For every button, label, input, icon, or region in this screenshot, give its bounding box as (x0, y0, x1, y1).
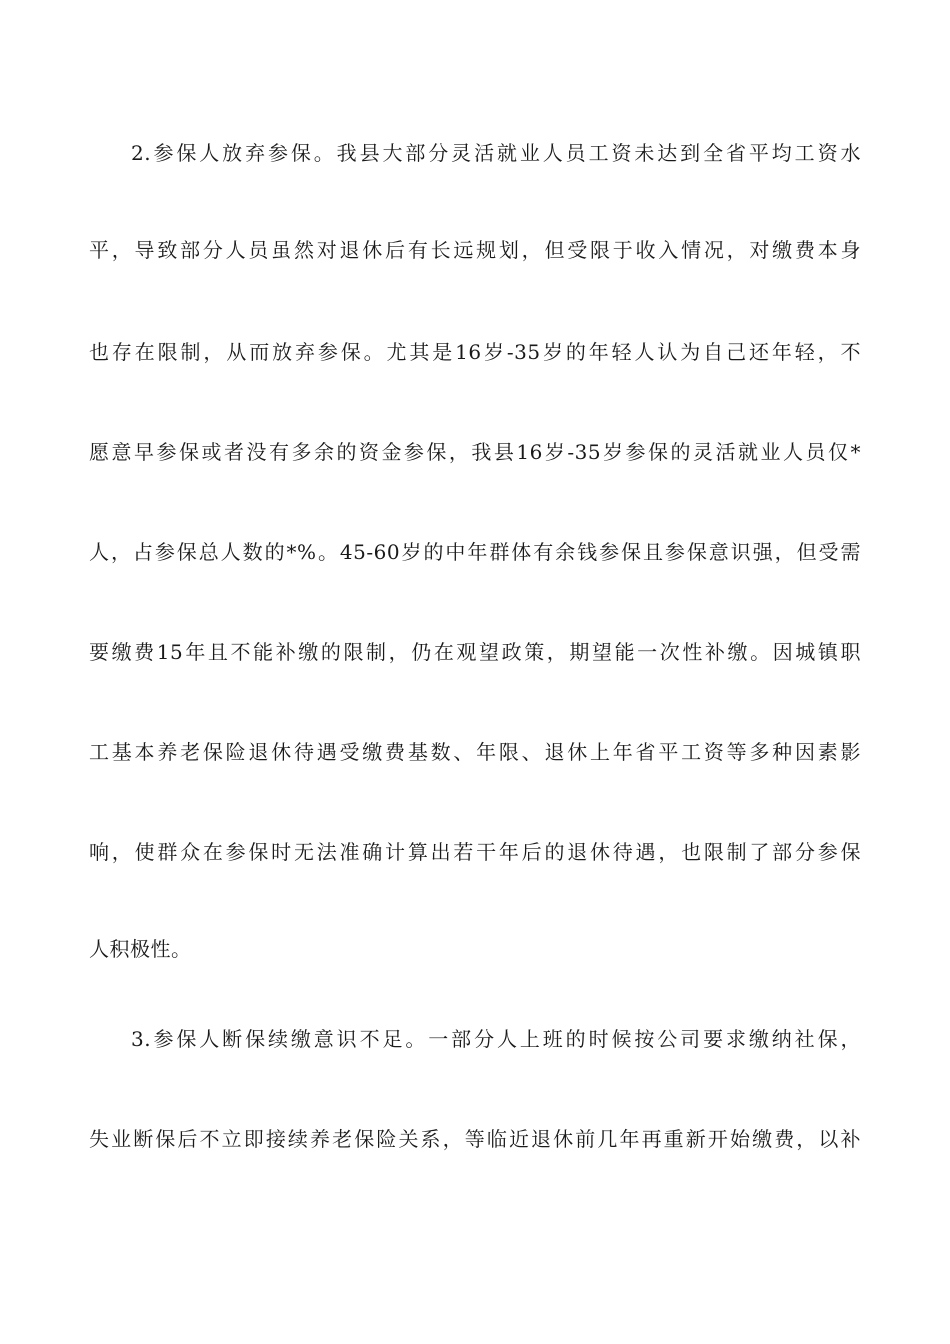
paragraph-2-line-9: 人积极性。 (89, 937, 192, 961)
paragraph-3-line-1: 3.参保人断保续缴意识不足。一部分人上班的时候按公司要求缴纳社保， (131, 1027, 861, 1051)
paragraph-3-line-2: 失业断保后不立即接续养老保险关系，等临近退休前几年再重新开始缴费，以补 (89, 1127, 861, 1151)
paragraph-2-line-5: 人，占参保总人数的*%。45-60岁的中年群体有余钱参保且参保意识强，但受需 (89, 540, 861, 564)
paragraph-2-line-8: 响，使群众在参保时无法准确计算出若干年后的退休待遇，也限制了部分参保 (89, 840, 861, 864)
paragraph-2-line-3: 也存在限制，从而放弃参保。尤其是16岁-35岁的年轻人认为自己还年轻，不 (89, 340, 861, 364)
paragraph-2-line-1: 2.参保人放弃参保。我县大部分灵活就业人员工资未达到全省平均工资水 (131, 141, 861, 165)
paragraph-2-line-4: 愿意早参保或者没有多余的资金参保，我县16岁-35岁参保的灵活就业人员仅* (89, 440, 861, 464)
paragraph-2-line-2: 平，导致部分人员虽然对退休后有长远规划，但受限于收入情况，对缴费本身 (89, 238, 861, 262)
paragraph-2-line-6: 要缴费15年且不能补缴的限制，仍在观望政策，期望能一次性补缴。因城镇职 (89, 640, 861, 664)
paragraph-2-line-7: 工基本养老保险退休待遇受缴费基数、年限、退休上年省平工资等多种因素影 (89, 740, 861, 764)
